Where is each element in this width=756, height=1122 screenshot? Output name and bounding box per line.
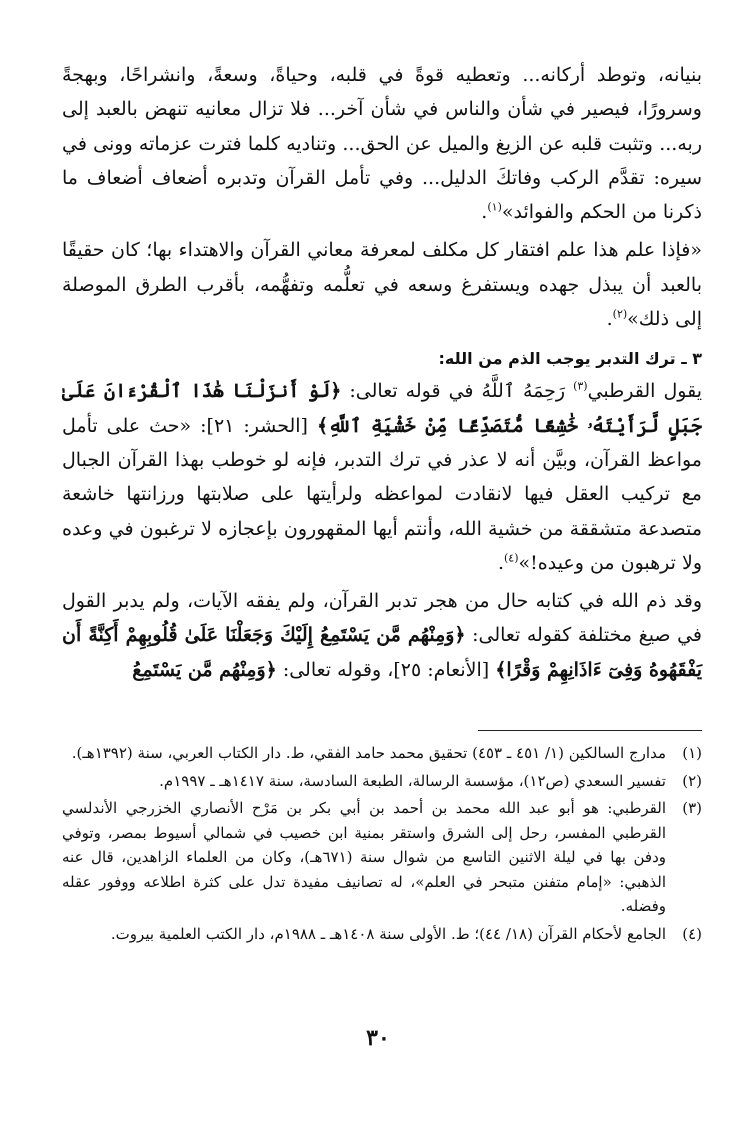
footnote-text: تفسير السعدي (ص١٢)، مؤسسة الرسالة، الطبعة السادسة، سنة ١٤١٧هـ ـ ١٩٩٧م.	[159, 771, 666, 790]
page-number: ٣٠	[366, 1025, 390, 1051]
quran-verse-continued: ﴿وَمِنْهُم مَّن يَسْتَمِعُ	[132, 658, 277, 681]
footnote-text: القرطبي: هو أبو عبد الله محمد بن أحمد بن أبي بكر بن مَرْح الأنصاري الخزرجي الأندلسي القرطبي المفسر، رحل إلى الشرق واستقر بمنية ابن خصيب في شمالي أسيوط بمصر، وتوفي ودفن بها في ليلة الاثنين التاسع من شوال سنة (٦٧١هـ)، وكان من العلماء الزاهدين، قال عنه الذهبي: «إمام متفنن متبحر في العلم»، له تصانيف مفيدة تدل على كثرة اطلاعه ووفور عقله وفضله.	[62, 799, 666, 915]
footnote-text: الجامع لأحكام القرآن (١٨/ ٤٤)؛ ط. الأولى سنة ١٤٠٨هـ ـ ١٩٨٨م، دار الكتب العلمية بيروت.	[110, 924, 666, 943]
paragraph-2	[62, 233, 702, 336]
quran-verse-hashr: ﴿لَوْ أَنزَلْنَا هَٰذَا ٱلْقُرْءَانَ عَلَىٰ جَبَلٍ لَّرَأَيْتَهُۥ خَٰشِعًا مُّتَصَدِّعًا مِّنْ خَشْيَةِ ٱللَّهِ﴾	[62, 380, 702, 437]
footnote-ref-4: (٤)	[503, 551, 519, 565]
footnote-4	[62, 922, 702, 947]
footnote-number: (٣)	[682, 799, 702, 817]
footnote-number: (٢)	[682, 771, 702, 790]
paragraph-1-text: بنيانه، وتوطد أركانه... وتعطيه قوةً في قلبه، وحياةً، وسعةً، وانشراحًا، وبهجةً وسرورًا، فيصير في شأن والناس في شأن آخر... فلا تزال معانيه تنهض بالعبد إلى ربه... وتثبت قلبه عن الزيغ والميل عن الحق... وتناديه كلما فترت عزماته وونى في سيره: تقدَّم الركب وفاتكَ الدليل... وفي تأمل القرآن وتدبره أضعاف أضعاف ما ذكرنا من الحكم والفوائد»	[62, 64, 702, 224]
paragraph-1-end: .	[481, 201, 488, 224]
paragraph-3-intro: يقول القرطبي	[587, 380, 702, 403]
paragraph-2-text: «فإذا علم هذا علم افتقار كل مكلف لمعرفة معاني القرآن والاهتداء بها؛ كان حقيقًا بالعبد أن يبذل جهده ويستفرغ وسعه في تعلُّمه وتفهُّمه، بأقرب الطرق الموصلة إلى ذلك»	[62, 239, 702, 331]
footnote-number: (٤)	[682, 924, 702, 943]
main-text	[62, 58, 702, 687]
footnote-ref-1: (١)	[487, 200, 502, 214]
paragraph-2-end: .	[606, 308, 613, 331]
paragraph-3-text: [الحشر: ٢١]: «حث على تأمل مواعظ القرآن، وبيَّن أنه لا عذر في ترك التدبر، فإنه لو خوطب بهذا القرآن الجبال مع تركيب العقل فيها لانقادت لمواعظه ولرأيتها على صلابتها ورزانتها خاشعة متصدعة متشققة من خشية الله، وأنتم أيها المقهورون بإعجازه لا ترغبون في وعده ولا ترهبون من وعيده!»	[62, 414, 702, 574]
paragraph-4-citation: [الأنعام: ٢٥]، وقوله تعالى:	[282, 658, 490, 681]
footnote-3	[62, 796, 702, 919]
footnote-ref-3: (٣)	[573, 380, 588, 394]
footnote-text: مدارج السالكين (١/ ٤٥١ ـ ٤٥٣) تحقيق محمد حامد الفقي، ط. دار الكتاب العربي، سنة (١٣٩٢هـ).	[71, 744, 666, 762]
paragraph-3-honorific: رَحِمَهُ ٱللَّهُ في قوله تعالى:	[349, 380, 566, 403]
section-heading: ٣ ـ ترك التدبر يوجب الذم من الله:	[438, 349, 702, 369]
paragraph-3	[62, 374, 702, 580]
footnote-number: (١)	[682, 744, 702, 762]
footnote-divider	[478, 730, 702, 731]
paragraph-1	[62, 58, 702, 229]
footnotes	[62, 738, 702, 946]
paragraph-3-end: .	[497, 551, 504, 574]
footnote-ref-2: (٢)	[612, 307, 628, 321]
quran-verse-anam: ﴿وَمِنْهُم مَّن يَسْتَمِعُ إِلَيْكَ وَجَعَلْنَا عَلَىٰ قُلُوبِهِمْ أَكِنَّةً أَن يَفْقَهُوهُ وَفِىٓ ءَاذَانِهِمْ وَقْرًا﴾	[62, 624, 702, 681]
footnote-1	[62, 741, 702, 766]
footnote-2	[62, 769, 702, 794]
paragraph-4-text: وقد ذم الله في كتابه حال من هجر تدبر القرآن، ولم يفقه الآيات، ولم يدبر القول في صيغ مختلفة كقوله تعالى:	[62, 590, 702, 647]
paragraph-4	[62, 584, 702, 687]
